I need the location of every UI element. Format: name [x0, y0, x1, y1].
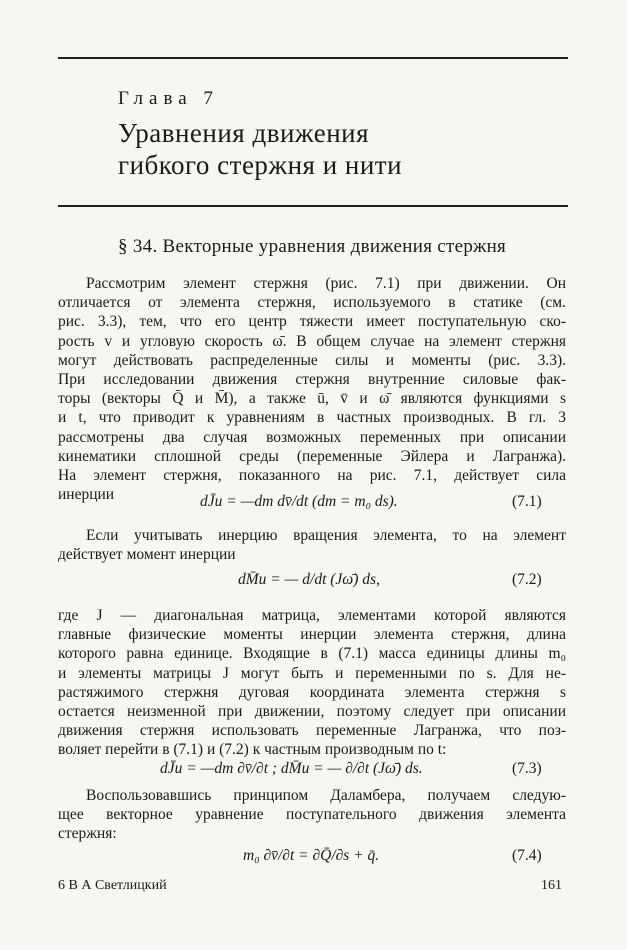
- equation-7-4: m₀ ∂v̄/∂t = ∂Q̄/∂s + q̄.: [243, 847, 380, 864]
- equation-number-7-1: (7.1): [512, 493, 542, 510]
- text-line: Рассмотрим элемент стержня (рис. 7.1) при движении. Он: [86, 275, 566, 292]
- text-line: торы (векторы Q̄ и M̄), а также ū, v̄ и ω̄ являются функциями s: [58, 390, 566, 408]
- top-rule: [58, 57, 568, 59]
- paragraph-1: [58, 274, 566, 504]
- chapter-title: [118, 117, 402, 181]
- paragraph-3: [58, 606, 566, 760]
- text-line: главные физические моменты инерции элемента стержня, длина: [58, 626, 566, 644]
- text-line: щее векторное уравнение поступательного движения элемента: [58, 806, 566, 824]
- text-line: Воспользовавшись принципом Даламбера, получаем следую-: [86, 787, 566, 804]
- text-line: кинематики сплошной среды (переменные Эйлера и Лагранжа).: [58, 447, 566, 465]
- equation-number-7-3: (7.3): [512, 760, 542, 777]
- text-line: могут действовать распределенные силы и моменты (рис. 3.3).: [58, 351, 566, 369]
- footer-signature: 6 В А Светлицкий: [58, 878, 167, 893]
- text-line: движения стержня использовать переменные Лагранжа, что поз-: [58, 722, 566, 740]
- chapter-label: Глава 7: [118, 88, 219, 109]
- text-line: Если учитывать инерцию вращения элемента, то на элемент: [86, 527, 566, 544]
- bottom-rule: [58, 205, 568, 207]
- text-line: которого равна единице. Входящие в (7.1) масса единицы длины m₀: [58, 645, 566, 663]
- equation-7-3: dJ̄и = —dm ∂v̄/∂t ; dM̄и = — ∂/∂t (Jω̄) ds.: [160, 760, 423, 777]
- text-line: действует момент инерции: [58, 546, 236, 564]
- text-line: рис. 3.3), тем, что его центр тяжести имеет поступательную ско-: [58, 313, 566, 331]
- equation-number-7-2: (7.2): [512, 571, 542, 588]
- text-line: отличается от элемента стержня, используемого в статике (см.: [58, 294, 566, 312]
- text-line: рость v и угловую скорость ω̄. В общем случае на элемент стержня: [58, 332, 566, 350]
- text-line: где J — диагональная матрица, элементами которой являются: [58, 607, 566, 624]
- text-line: стержня:: [58, 825, 117, 843]
- text-line: инерции: [58, 486, 115, 504]
- section-title: § 34. Векторные уравнения движения стержня: [118, 236, 507, 257]
- paragraph-4: [58, 786, 566, 844]
- text-line: и t, что приводит к уравнениям в частных производных. В гл. 3: [58, 409, 566, 427]
- text-line: На элемент стержня, показанного на рис. 7.1, действует сила: [58, 466, 566, 484]
- text-line: и элементы матрицы J могут быть и переменными по s. Для не-: [58, 664, 566, 682]
- text-line: При исследовании движения стержня внутренние силовые фак-: [58, 370, 566, 388]
- text-line: рассмотрены два случая возможных переменных при описании: [58, 428, 566, 446]
- equation-7-2: dM̄и = — d/dt (Jω̄) ds,: [238, 571, 380, 588]
- equation-number-7-4: (7.4): [512, 847, 542, 864]
- chapter-title-line-1: Уравнения движения: [118, 118, 370, 148]
- paragraph-2: [58, 526, 566, 564]
- page-number: 161: [541, 878, 562, 893]
- text-line: воляет перейти в (7.1) и (7.2) к частным производным по t:: [58, 741, 447, 759]
- chapter-title-line-2: гибкого стержня и нити: [118, 150, 403, 180]
- equation-7-1: dJ̄и = —dm dv̄/dt (dm = m₀ ds).: [200, 493, 398, 510]
- text-line: остается неизменной при движении, поэтому следует при описании: [58, 702, 566, 720]
- text-line: растяжимого стержня дуговая координата элемента стержня s: [58, 683, 566, 701]
